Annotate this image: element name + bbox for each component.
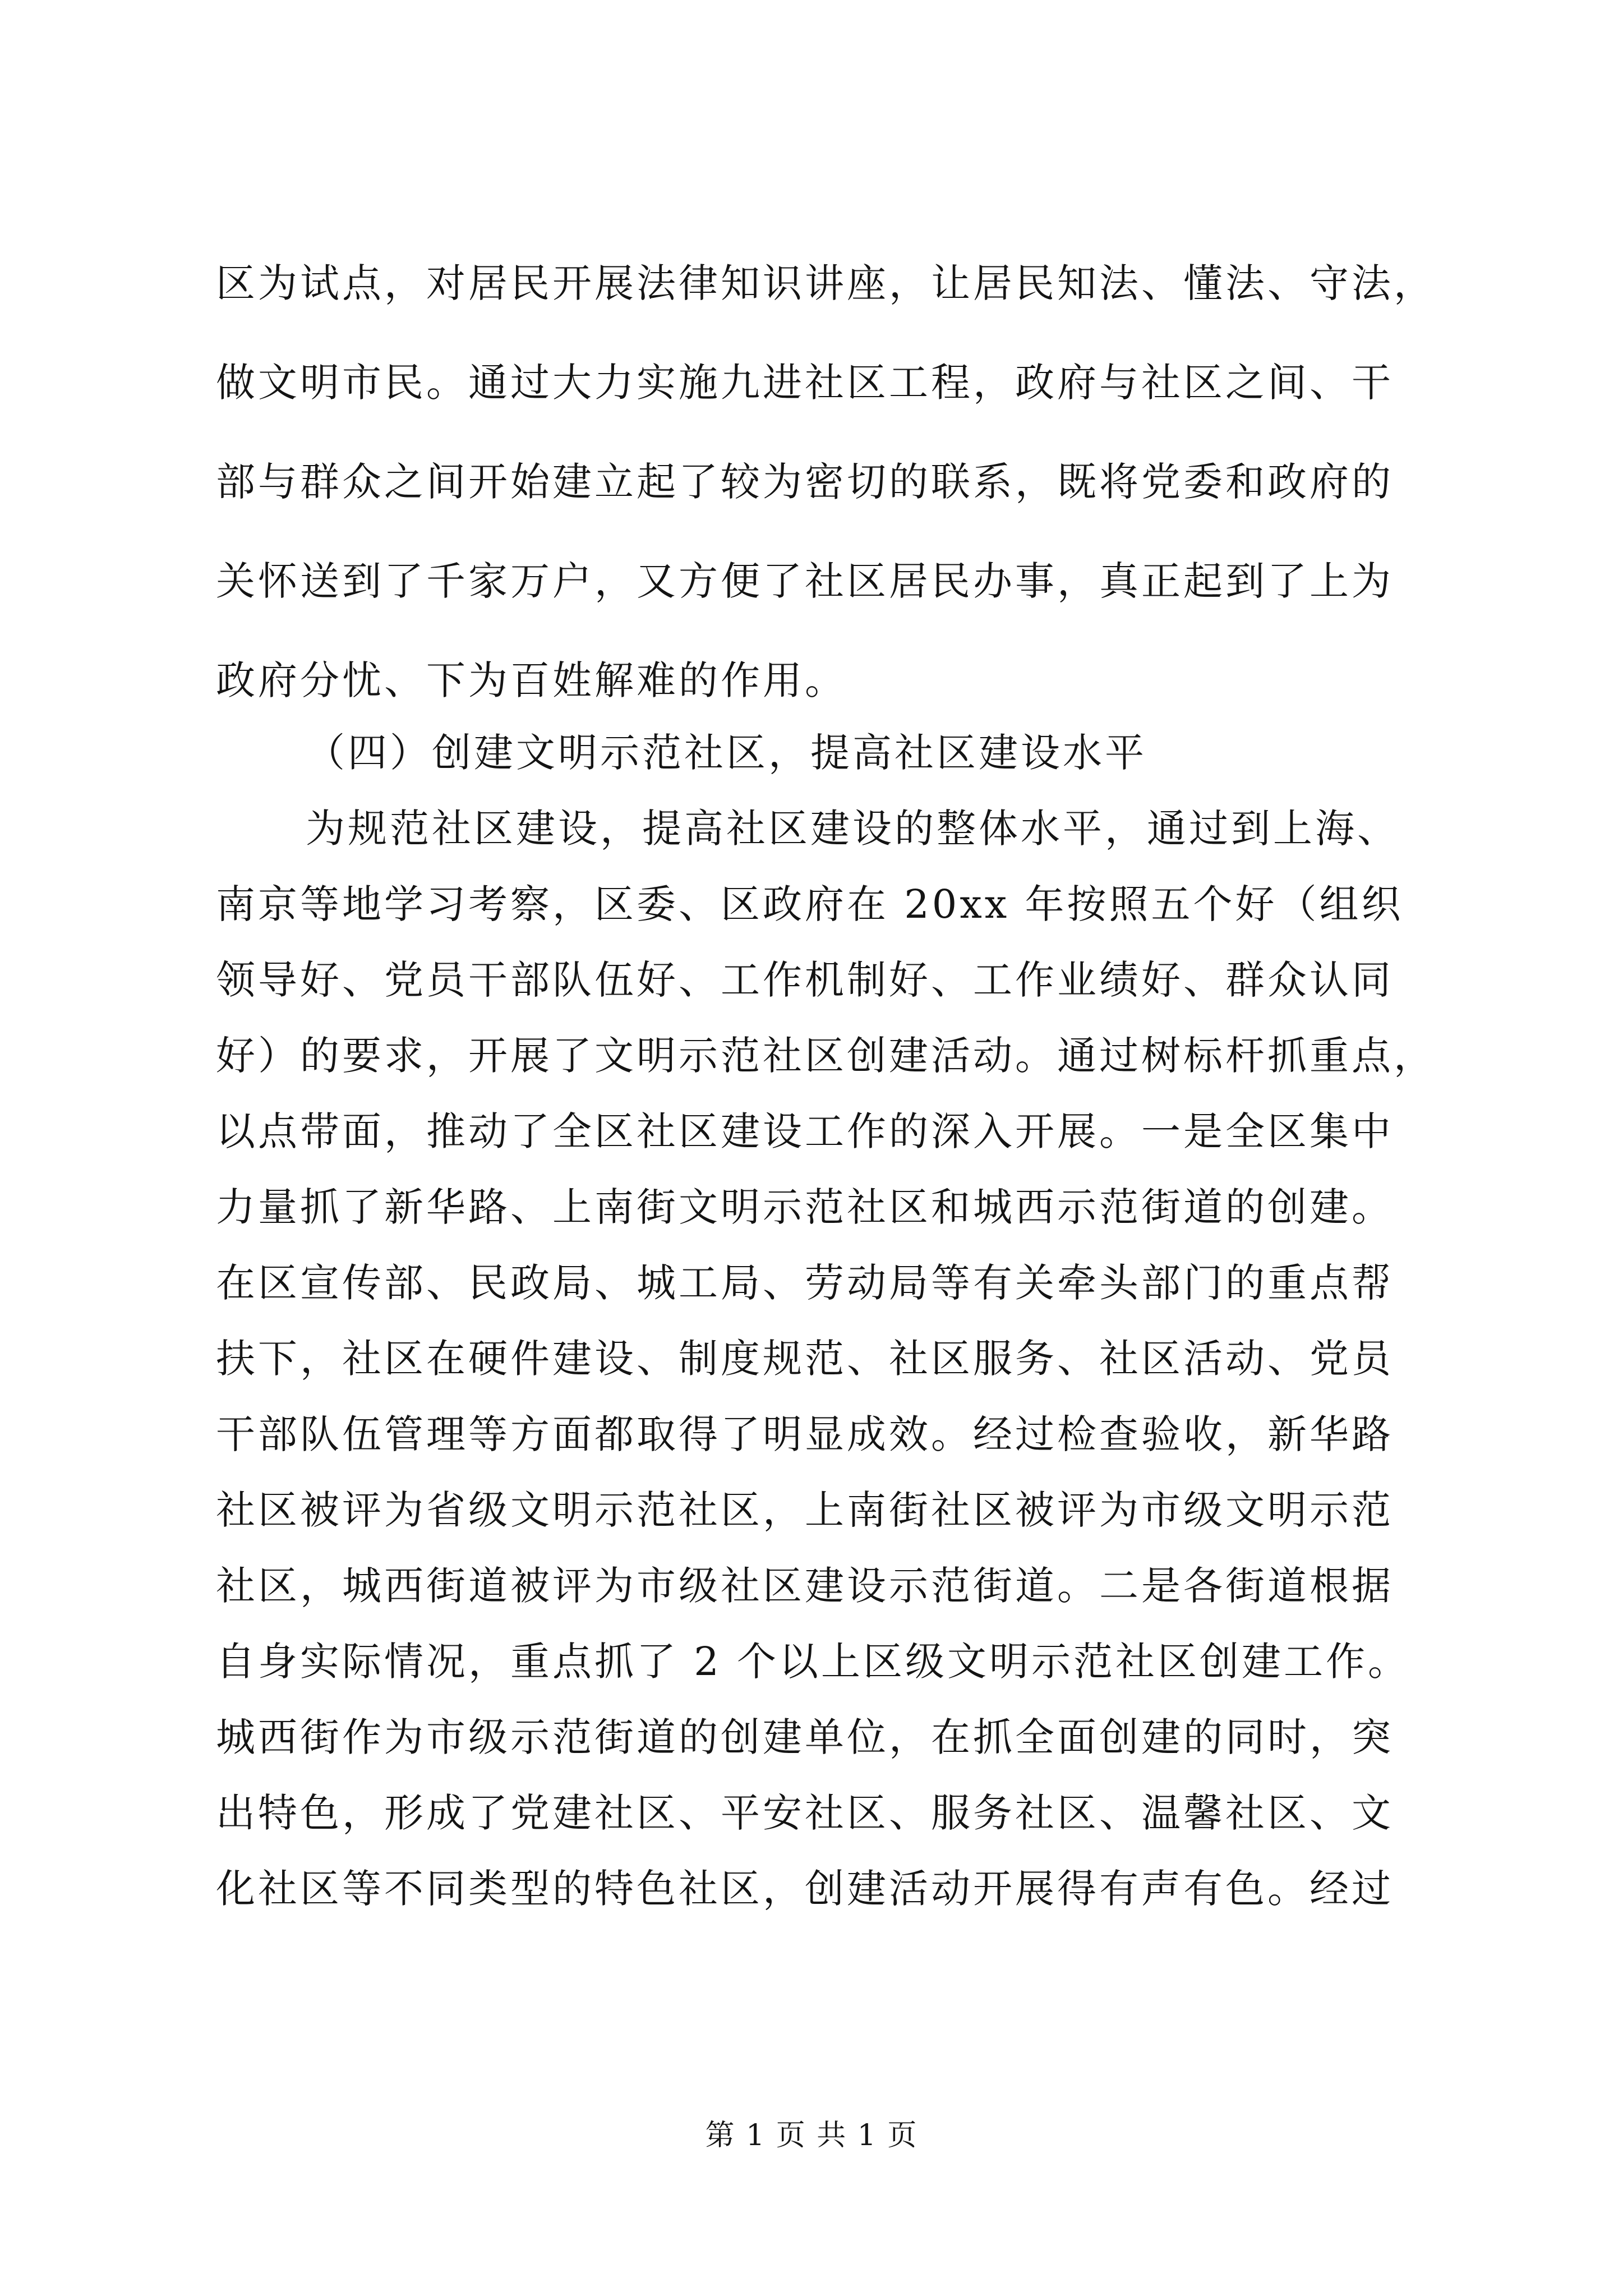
body-text-line: 社区被评为省级文明示范社区，上南街社区被评为市级文明示范 bbox=[216, 1487, 1394, 1533]
body-text-line: 领导好、党员干部队伍好、工作机制好、工作业绩好、群众认同 bbox=[216, 957, 1394, 1003]
body-text-line: 部与群众之间开始建立起了较为密切的联系，既将党委和政府的 bbox=[216, 459, 1394, 505]
body-text-line: 关怀送到了千家万户，又方便了社区居民办事，真正起到了上为 bbox=[216, 558, 1394, 604]
body-text-line: 以点带面，推动了全区社区建设工作的深入开展。一是全区集中 bbox=[216, 1108, 1394, 1154]
body-text-line: 区为试点，对居民开展法律知识讲座，让居民知法、懂法、守法， bbox=[216, 260, 1436, 306]
body-text-line: 力量抓了新华路、上南街文明示范社区和城西示范街道的创建。 bbox=[216, 1184, 1394, 1230]
section-heading: （四）创建文明示范社区，提高社区建设水平 bbox=[306, 730, 1147, 776]
body-text-line: 在区宣传部、民政局、城工局、劳动局等有关牵头部门的重点帮 bbox=[216, 1260, 1394, 1306]
body-text-line: 干部队伍管理等方面都取得了明显成效。经过检查验收，新华路 bbox=[216, 1411, 1394, 1457]
body-text-line: 出特色，形成了党建社区、平安社区、服务社区、温馨社区、文 bbox=[216, 1790, 1394, 1836]
body-text-line: 做文明市民。通过大力实施九进社区工程，政府与社区之间、干 bbox=[216, 360, 1394, 406]
body-text-line: 南京等地学习考察，区委、区政府在 20xx 年按照五个好（组织 bbox=[216, 881, 1404, 927]
page-footer: 第 1 页 共 1 页 bbox=[705, 2119, 918, 2152]
body-text-line: 化社区等不同类型的特色社区，创建活动开展得有声有色。经过 bbox=[216, 1866, 1394, 1912]
paragraph-first-line: 为规范社区建设，提高社区建设的整体水平，通过到上海、 bbox=[306, 806, 1399, 852]
body-text-line: 政府分忧、下为百姓解难的作用。 bbox=[216, 657, 847, 703]
body-text-line: 城西街作为市级示范街道的创建单位，在抓全面创建的同时，突 bbox=[216, 1714, 1394, 1760]
body-text-line: 好）的要求，开展了文明示范社区创建活动。通过树标杆抓重点， bbox=[216, 1033, 1436, 1079]
body-text-line: 社区，城西街道被评为市级社区建设示范街道。二是各街道根据 bbox=[216, 1563, 1394, 1609]
body-text-line: 扶下，社区在硬件建设、制度规范、社区服务、社区活动、党员 bbox=[216, 1336, 1394, 1382]
body-text-line: 自身实际情况，重点抓了 2 个以上区级文明示范社区创建工作。 bbox=[216, 1639, 1410, 1685]
